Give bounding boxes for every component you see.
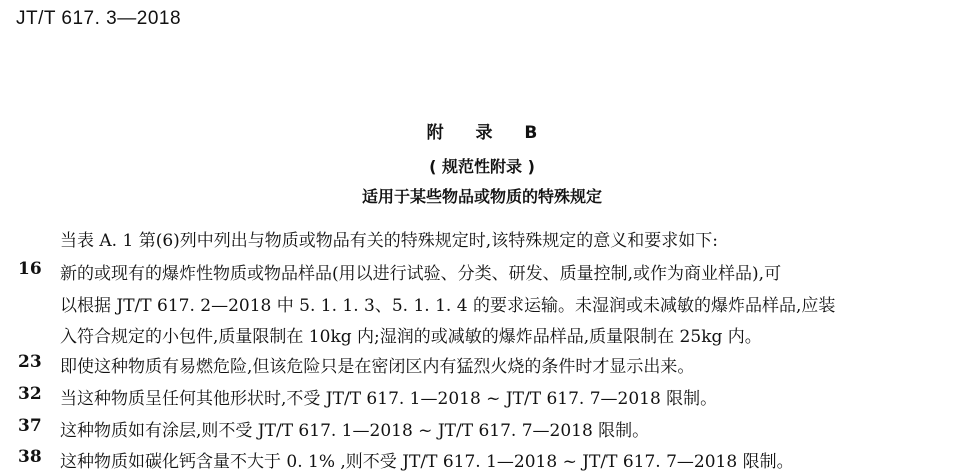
appendix-heading: 适用于某些物品或物质的特殊规定 bbox=[361, 187, 602, 206]
appendix-subtitle: ( 规范性附录 ) bbox=[429, 157, 535, 176]
entry-line: 当这种物质呈任何其他形状时,不受 JT/T 617. 1—2018 ~ JT/T 617. 7—2018 限制。 bbox=[60, 389, 718, 409]
entry-number: 32 bbox=[18, 384, 42, 404]
entry-line: 这种物质如有涂层,则不受 JT/T 617. 1—2018 ~ JT/T 617. 7—2018 限制。 bbox=[60, 421, 650, 441]
appendix-title: 附 录 B bbox=[426, 123, 538, 143]
entry-line: 即使这种物质有易燃危险,但该危险只是在密闭区内有猛烈火烧的条件时才显示出来。 bbox=[60, 357, 695, 377]
entry-number: 23 bbox=[18, 352, 42, 372]
standard-code-header: JT/T 617. 3—2018 bbox=[16, 8, 182, 29]
entry-number: 16 bbox=[18, 259, 42, 279]
entry-line: 这种物质如碳化钙含量不大于 0. 1% ,则不受 JT/T 617. 1—2018 ~ JT/T 617. 7—2018 限制。 bbox=[60, 452, 794, 472]
entry-line: 入符合规定的小包件,质量限制在 10kg 内;湿润的或减敏的爆炸品样品,质量限制在 25kg 内。 bbox=[60, 327, 762, 347]
entry-number: 38 bbox=[18, 447, 42, 467]
entry-line: 新的或现有的爆炸性物质或物品样品(用以进行试验、分类、研发、质量控制,或作为商业样品),可 bbox=[60, 264, 782, 284]
intro-paragraph: 当表 A. 1 第(6)列中列出与物质或物品有关的特殊规定时,该特殊规定的意义和要求如下: bbox=[60, 231, 718, 251]
entry-number: 37 bbox=[18, 416, 42, 436]
entry-line: 以根据 JT/T 617. 2—2018 中 5. 1. 1. 3、5. 1. 1. 4 的要求运输。未湿润或未减敏的爆炸品样品,应装 bbox=[60, 296, 836, 316]
